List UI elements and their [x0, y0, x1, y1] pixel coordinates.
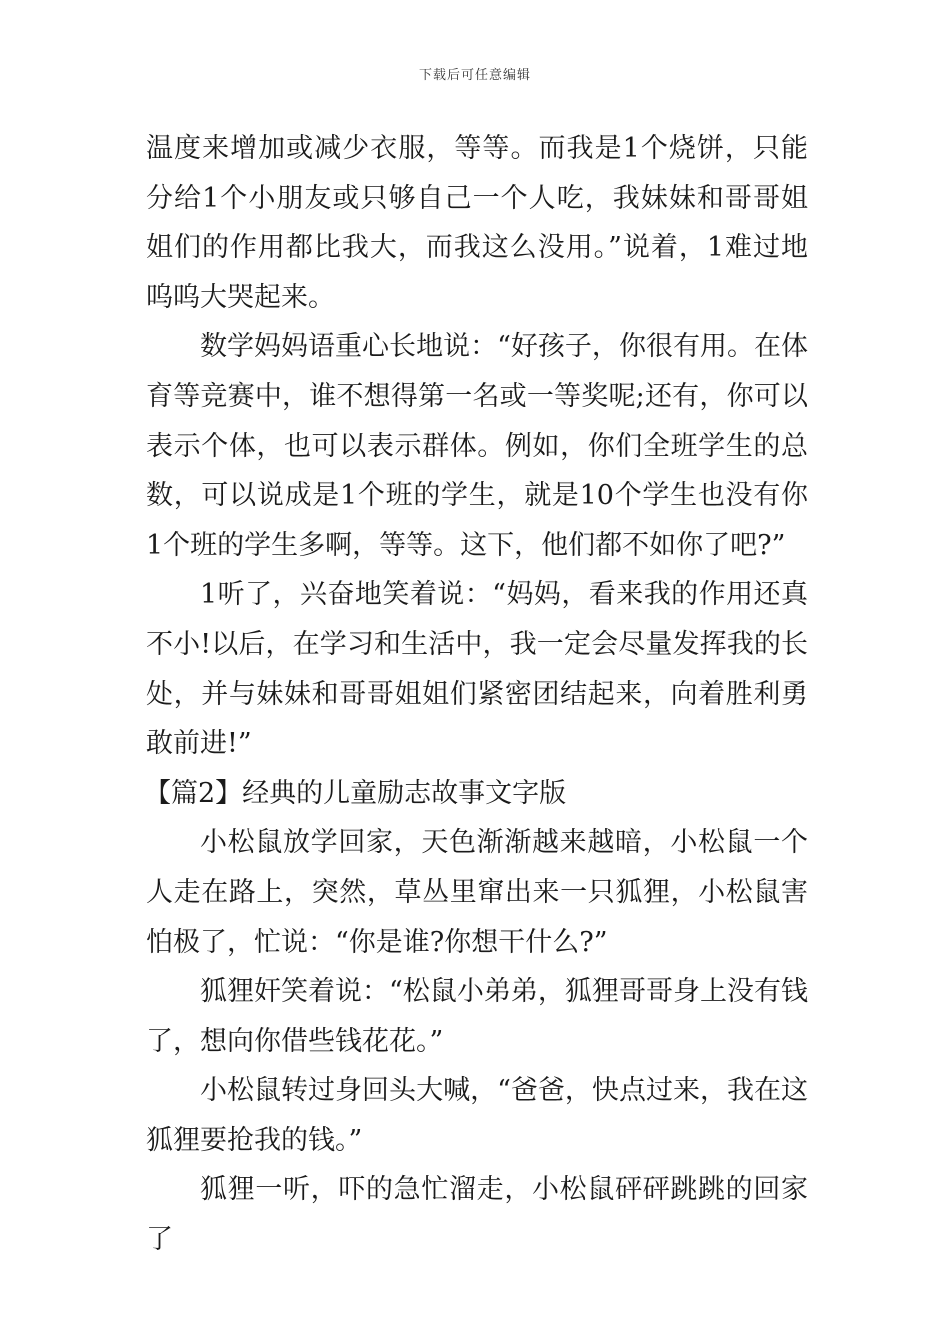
paragraph: 狐狸奸笑着说：“松鼠小弟弟，狐狸哥哥身上没有钱了，想向你借些钱花花。”	[146, 976, 808, 1057]
paragraph: 数学妈妈语重心长地说：“好孩子，你很有用。在体育等竞赛中，谁不想得第一名或一等奖呢;还有，你可以表示个体，也可以表示群体。例如，你们全班学生的总数，可以说成是1个班的学生，就是10个学生也没有你1个班的学生多啊，等等。这下，他们都不如你了吧?”	[146, 331, 808, 561]
section-heading: 【篇2】经典的儿童励志故事文字版	[144, 777, 567, 809]
paragraph: 1听了，兴奋地笑着说：“妈妈，看来我的作用还真不小!以后，在学习和生活中，我一定会尽量发挥我的长处，并与妹妹和哥哥姐姐们紧密团结起来，向着胜利勇敢前进!”	[146, 579, 808, 760]
paragraph: 狐狸一听，吓的急忙溜走，小松鼠砰砰跳跳的回家了	[146, 1174, 808, 1256]
page-header: 下载后可任意编辑	[418, 68, 531, 83]
document-body	[146, 124, 808, 1265]
paragraph: 小松鼠转过身回头大喊，“爸爸，快点过来，我在这狐狸要抢我的钱。”	[146, 1075, 808, 1156]
paragraph: 小松鼠放学回家，天色渐渐越来越暗，小松鼠一个人走在路上，突然，草丛里窜出来一只狐狸，小松鼠害怕极了，忙说：“你是谁?你想干什么?”	[146, 827, 808, 958]
paragraph-continuation: 温度来增加或减少衣服，等等。而我是1个烧饼，只能分给1个小朋友或只够自己一个人吃，我妹妹和哥哥姐姐们的作用都比我大，而我这么没用。”说着，1难过地呜呜大哭起来。	[146, 133, 808, 313]
